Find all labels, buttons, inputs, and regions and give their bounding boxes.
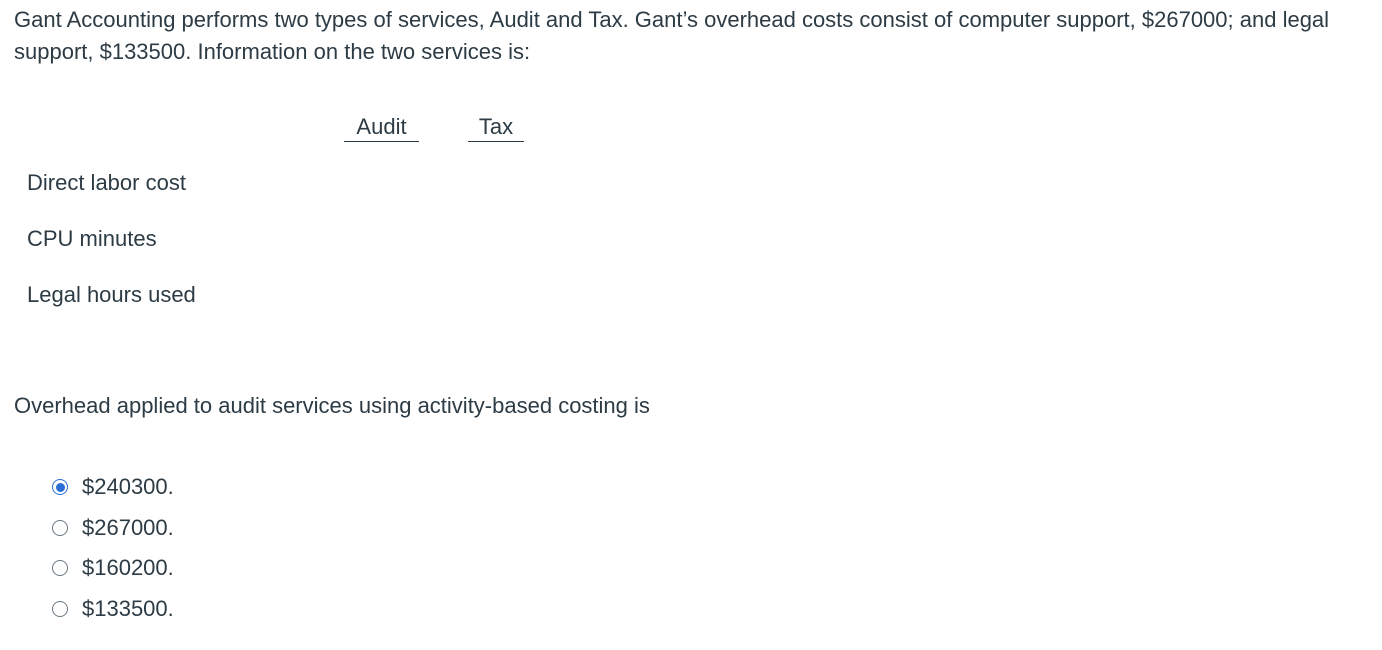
radio-button[interactable] — [52, 520, 68, 536]
row-label-legal-hours-used: Legal hours used — [27, 282, 196, 307]
answer-option[interactable] — [52, 548, 174, 589]
answer-option-label[interactable]: $160200. — [82, 555, 174, 581]
row-label-direct-labor-cost: Direct labor cost — [27, 170, 186, 195]
answer-option[interactable] — [52, 589, 174, 630]
row-label-cpu-minutes: CPU minutes — [27, 226, 157, 251]
answer-option-label[interactable]: $267000. — [82, 514, 174, 540]
column-header-audit: Audit — [344, 113, 419, 142]
answer-option[interactable] — [52, 467, 174, 508]
question-prompt: Overhead applied to audit services using activity-based costing is — [14, 393, 650, 418]
answer-option-label[interactable]: $240300. — [82, 474, 174, 500]
answer-option[interactable] — [52, 508, 174, 549]
answer-options — [52, 467, 174, 629]
radio-button[interactable] — [52, 601, 68, 617]
answer-option-label[interactable]: $133500. — [82, 595, 174, 621]
question-text: Gant Accounting performs two types of services, Audit and Tax. Gant’s overhead costs consist of computer support, $267000; and legal support, $133500. Information on the two services is: — [14, 7, 1330, 64]
column-header-tax: Tax — [468, 113, 524, 142]
radio-button[interactable] — [52, 560, 68, 576]
radio-button-selected[interactable] — [52, 479, 68, 495]
